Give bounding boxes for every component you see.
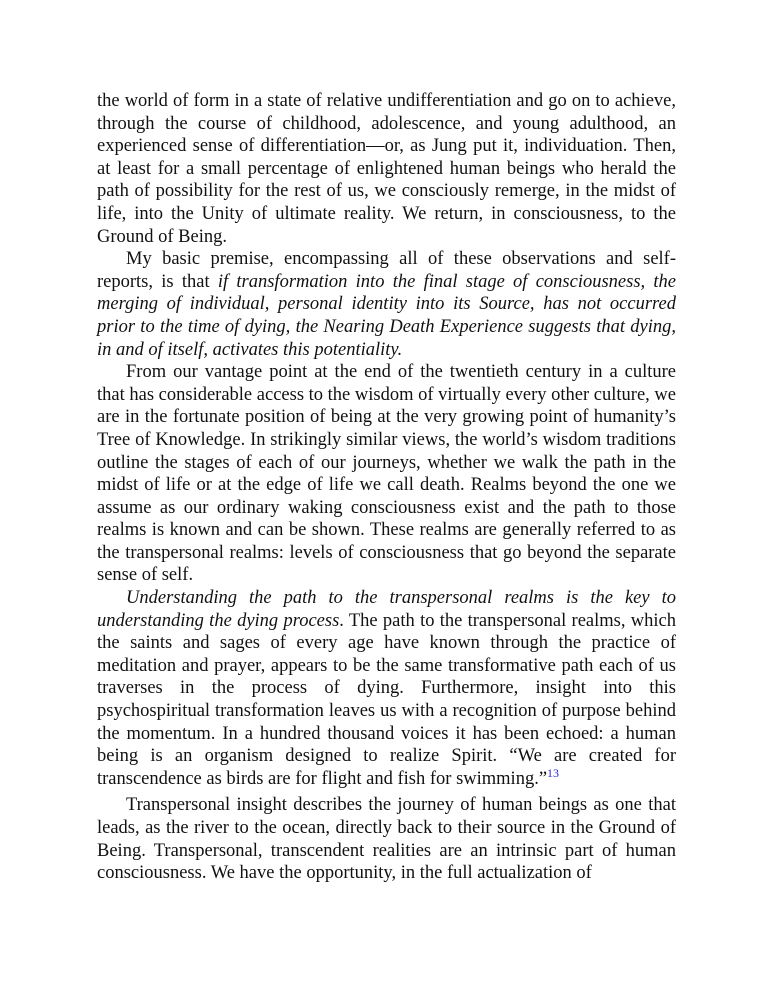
paragraph-text: Transpersonal insight describes the journey of human beings as one that leads, as the river to the ocean, directly back to their source in the Ground of Being. Transpersonal, transcendent realities are an intrinsic part of human consciousness. We have the opportunity, in the full actualization of: [97, 795, 676, 884]
emphasized-text: if transformation into the final stage of consciousness, the merging of individual, personal identity into its Source, has not occurred prior to the time of dying, the Nearing Death Experience suggests that dying, in and of itself, activates this potentiality.: [97, 271, 677, 360]
page-body: [97, 90, 676, 885]
paragraph-text: . The path to the transpersonal realms, which the saints and sages of every age have known through the practice of meditation and prayer, appears to be the same transformative path each of us traverses in the process of dying. Furthermore, insight into this psychospiritual transformation leaves us with a recognition of purpose behind the momentum. In a hundred thousand voices it has been echoed: a human being is an organism designed to realize Spirit. “We are created for transcendence as birds are for flight and fish for swimming.”: [97, 610, 676, 789]
paragraph-vantage-point: [97, 361, 676, 587]
paragraph-premise: [97, 248, 676, 361]
paragraph-transpersonal-path: [97, 587, 676, 790]
paragraph-transpersonal-insight: [97, 794, 676, 884]
paragraph-lead-text: My basic premise, encompassing all of these observations and self-reports, is that: [97, 249, 676, 292]
paragraph-text: From our vantage point at the end of the twentieth century in a culture that has considerable access to the wisdom of virtually every other culture, we are in the fortunate position of being at the very growing point of humanity’s Tree of Knowledge. In strikingly similar views, the world’s wisdom traditions outline the stages of each of our journeys, whether we walk the path in the midst of life or at the edge of life we call death. Realms beyond the one we assume as our ordinary waking consciousness exist and the path to those realms is known and can be shown. These realms are generally referred to as the transpersonal realms: levels of consciousness that go beyond the separate sense of self.: [97, 362, 676, 586]
footnote-reference-link[interactable]: 13: [547, 765, 560, 780]
emphasized-text: Understanding the path to the transpersonal realms is the key to understanding the dying process: [97, 588, 676, 631]
paragraph-text: the world of form in a state of relative undifferentiation and go on to achieve, through the course of childhood, adolescence, and young adulthood, an experienced sense of differentiation—or, as Jung put it, individuation. Then, at least for a small percentage of enlightened human beings who herald the path of possibility for the rest of us, we consciously remerge, in the midst of life, into the Unity of ultimate reality. We return, in consciousness, to the Ground of Being.: [97, 91, 676, 247]
paragraph-continued: [97, 90, 676, 248]
